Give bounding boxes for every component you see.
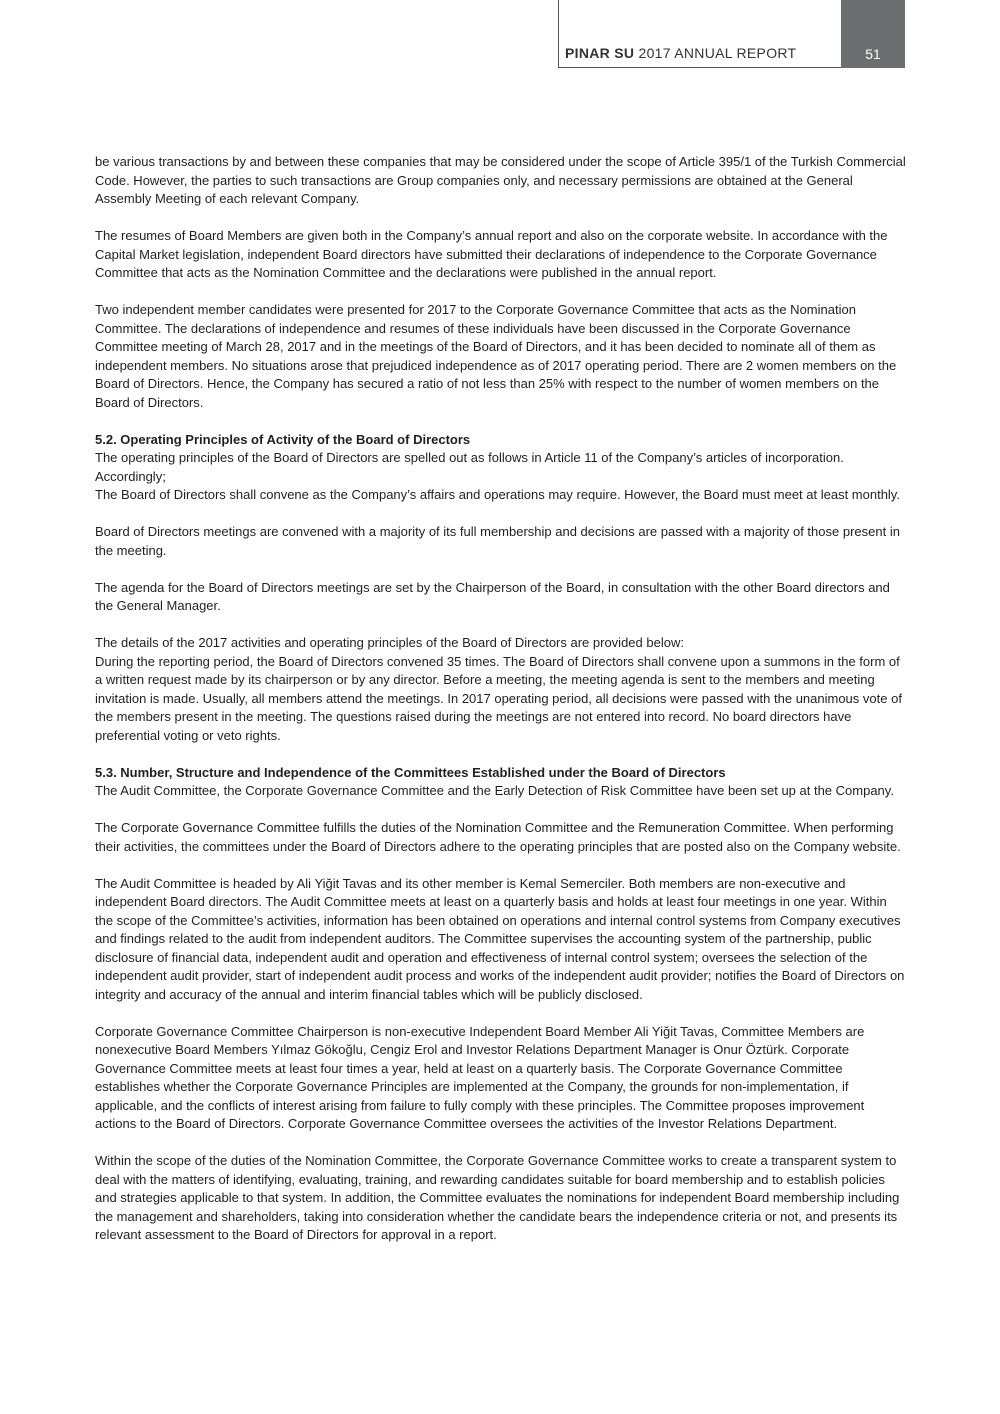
page-number-box (841, 0, 905, 68)
section-heading-5-2: 5.2. Operating Principles of Activity of the Board of Directors (95, 431, 471, 447)
paragraph: The resumes of Board Members are given both in the Company’s annual report and also on the corporate website. In accordance with the Capital Market legislation, independent Board directors have submitted their declarations of independence to the Corporate Governance Committee that acts as the Nomination Committee and the declarations were published in the annual report. (95, 228, 888, 280)
page-header (558, 0, 904, 68)
paragraph: be various transactions by and between these companies that may be considered under the scope of Article 395/1 of the Turkish Commercial Code. However, the parties to such transactions are Group companies only, and necessary permissions are obtained at the General Assembly Meeting of each relevant Company. (95, 154, 906, 206)
brand-name: PINAR SU (565, 45, 635, 61)
section-heading-5-3: 5.3. Number, Structure and Independence of the Committees Established under the Board of Directors (95, 764, 726, 780)
paragraph: The Audit Committee, the Corporate Governance Committee and the Early Detection of Risk Committee have been set up at the Company. (95, 783, 894, 798)
paragraph: Two independent member candidates were presented for 2017 to the Corporate Governance Committee that acts as the Nomination Committee. The declarations of independence and resumes of these individuals have been discussed in the Corporate Governance Committee meeting of March 28, 2017 and in the meetings of the Board of Directors, and it has been decided to nominate all of them as independent members. No situations arose that prejudiced independence as of 2017 operating period. There are 2 women members on the Board of Directors. Hence, the Company has secured a ratio of not less than 25% with respect to the number of women members on the Board of Directors. (95, 302, 897, 410)
report-title-rest: 2017 ANNUAL REPORT (634, 45, 797, 61)
paragraph: Within the scope of the duties of the Nomination Committee, the Corporate Governance Committee works to create a transparent system to deal with the matters of identifying, evaluating, training, and rewarding candidates suitable for board membership and to establish policies and strategies applicable to that system. In addition, the Committee evaluates the nominations for independent Board membership including the management and shareholders, taking into consideration whether the candidate bears the independence criteria or not, and presents its relevant assessment to the Board of Directors for approval in a report. (95, 1153, 900, 1242)
paragraph: Corporate Governance Committee Chairperson is non-executive Independent Board Member Ali Yiğit Tavas, Committee Members are nonexecutive Board Members Yılmaz Gökoğlu, Cengiz Erol and Investor Relations Department Manager is Onur Öztürk. Corporate Governance Committee meets at least four times a year, held at least on a quarterly basis. The Corporate Governance Committee establishes whether the Corporate Governance Principles are implemented at the Company, the grounds for non-implementation, if applicable, and the conflicts of interest arising from failure to fully comply with these principles. The Committee proposes improvement actions to the Board of Directors. Corporate Governance Committee oversees the activities of the Investor Relations Department. (95, 1023, 865, 1131)
page-number: 51 (865, 46, 881, 62)
report-title (565, 45, 796, 61)
paragraph: During the reporting period, the Board of Directors convened 35 times. The Board of Directors shall convene upon a summons in the form of a written request made by its chairperson or by any director. Before a meeting, the meeting agenda is sent to the members and meeting invitation is made. Usually, all members attend the meetings. In 2017 operating period, all decisions were passed with the unanimous vote of the members present in the meeting. The questions raised during the meetings are not entered into record. No board directors have preferential voting or veto rights. (95, 653, 902, 743)
paragraph: The Board of Directors shall convene as the Company’s affairs and operations may require. However, the Board must meet at least monthly. (95, 487, 900, 502)
paragraph: The operating principles of the Board of Directors are spelled out as follows in Article 11 of the Company’s articles of incorporation. Accordingly; (95, 450, 844, 484)
paragraph: The agenda for the Board of Directors meetings are set by the Chairperson of the Board, in consultation with the other Board directors and the General Manager. (95, 579, 890, 613)
paragraph: The Corporate Governance Committee fulfills the duties of the Nomination Committee and the Remuneration Committee. When performing their activities, the committees under the Board of Directors adhere to the operating principles that are posted also on the Company website. (95, 820, 901, 854)
paragraph: The details of the 2017 activities and operating principles of the Board of Directors are provided below: (95, 635, 684, 650)
page-body (95, 153, 907, 1263)
paragraph: The Audit Committee is headed by Ali Yiğit Tavas and its other member is Kemal Semerciler. Both members are non-executive and independent Board directors. The Audit Committee meets at least on a quarterly basis and holds at least four meetings in one year. Within the scope of the Committee’s activities, information has been obtained on operations and internal control systems from Company executives and findings related to the audit from independent auditors. The Committee supervises the accounting system of the partnership, public disclosure of financial data, independent audit and operation and effectiveness of internal control system; oversees the selection of the independent audit provider, start of independent audit process and works of the independent audit provider; notifies the Board of Directors on integrity and accuracy of the annual and interim financial tables which will be publicly disclosed. (95, 875, 905, 1002)
paragraph: Board of Directors meetings are convened with a majority of its full membership and decisions are passed with a majority of those present in the meeting. (95, 524, 900, 558)
